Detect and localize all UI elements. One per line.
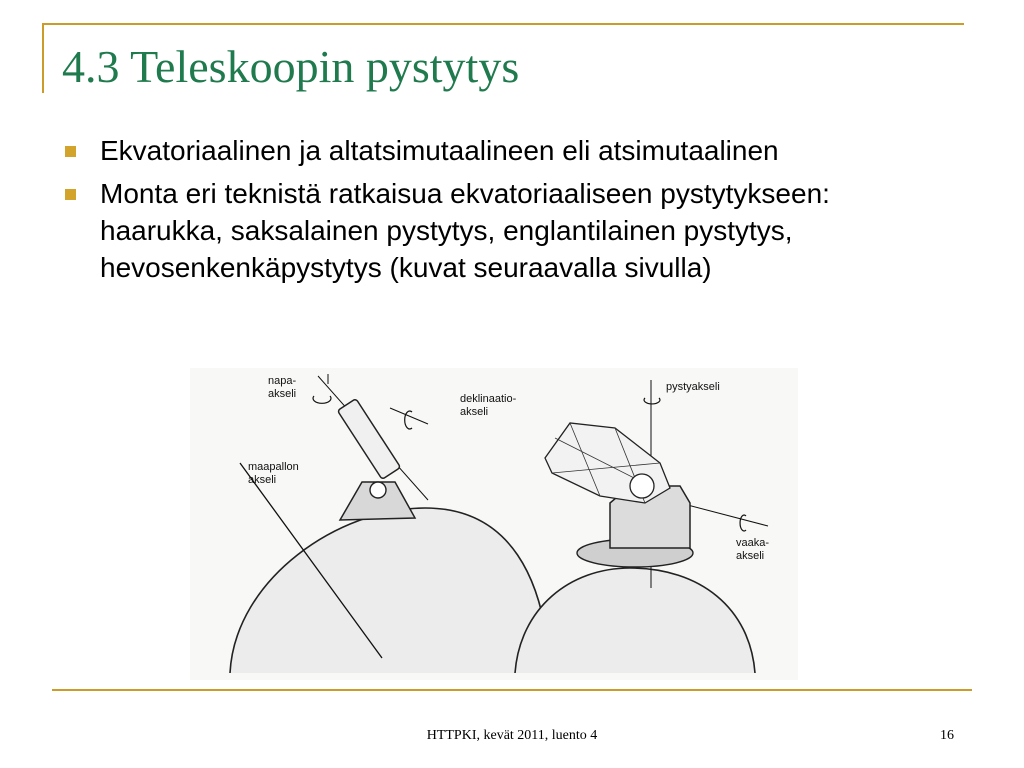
mount-illustration bbox=[190, 368, 798, 680]
rotation-arrow-declination bbox=[405, 411, 412, 429]
label-vaaka-akseli: akseli bbox=[736, 550, 765, 562]
left-border-line bbox=[42, 23, 44, 93]
telescope-tube-left bbox=[337, 399, 400, 480]
bullet-item-mount-types bbox=[62, 132, 942, 169]
globe-left bbox=[230, 508, 550, 673]
label-vaaka: vaaka- bbox=[736, 537, 770, 549]
top-border-line bbox=[42, 23, 964, 25]
telescope-mount-figure bbox=[190, 368, 798, 680]
footer-text: HTTPKI, kevät 2011, luento 4 bbox=[426, 728, 598, 743]
label-napa: napa- bbox=[268, 375, 297, 387]
equatorial-mount-drawing bbox=[230, 374, 550, 673]
rotation-arrow-polar bbox=[313, 396, 331, 403]
page-number: 16 bbox=[940, 728, 954, 743]
slide-title: 4.3 Teleskoopin pystytys bbox=[62, 41, 520, 92]
label-deklinaatio-akseli: akseli bbox=[460, 406, 489, 418]
bullet-square-icon bbox=[65, 146, 76, 157]
bullet-square-icon bbox=[65, 189, 76, 200]
altazimuth-mount-drawing bbox=[515, 380, 769, 673]
globe-right bbox=[515, 568, 755, 673]
label-maapallon-akseli: akseli bbox=[248, 474, 277, 486]
altitude-bearing bbox=[630, 474, 654, 498]
bullet-list bbox=[62, 132, 942, 292]
bullet-text: Monta eri teknistä ratkaisua ekvatoriaaliseen pystytykseen: haarukka, saksalainen pystytys, englantilainen pystytys, hevosenkenkäpystytys (kuvat seuraavalla sivulla) bbox=[100, 178, 830, 283]
label-deklinaatio: deklinaatio- bbox=[460, 393, 517, 405]
bottom-border-line bbox=[52, 689, 972, 691]
rotation-arrow-vertical bbox=[644, 398, 660, 404]
bullet-item-technical-solutions bbox=[62, 175, 942, 286]
bullet-text: Ekvatoriaalinen ja altatsimutaalineen eli atsimutaalinen bbox=[100, 135, 779, 166]
label-pystyakseli: pystyakseli bbox=[666, 381, 720, 393]
declination-axis-line bbox=[390, 408, 428, 424]
mount-pivot-left bbox=[370, 482, 386, 498]
label-napa-akseli: akseli bbox=[268, 388, 297, 400]
rotation-arrow-horizontal bbox=[740, 515, 746, 531]
label-maapallon: maapallon bbox=[248, 461, 299, 473]
